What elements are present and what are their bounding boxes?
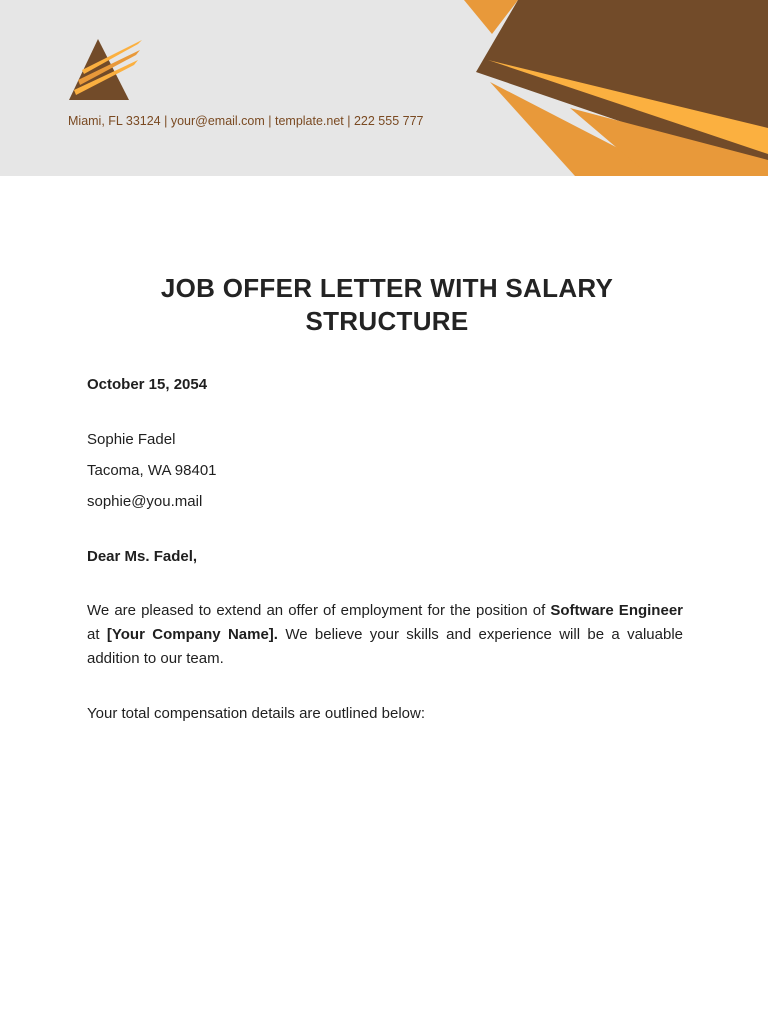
position-title: Software Engineer <box>550 602 683 619</box>
recipient-name: Sophie Fadel <box>87 431 176 448</box>
company-name: [Your Company Name]. <box>106 626 278 643</box>
recipient-email: sophie@you.mail <box>87 493 203 510</box>
intro-text-1: We are pleased to extend an offer of employment for the position of <box>87 602 551 619</box>
triangle-logo-icon <box>68 38 142 102</box>
letter-date: October 15, 2054 <box>87 376 208 393</box>
salutation: Dear Ms. Fadel, <box>87 548 198 565</box>
compensation-intro: Your total compensation details are outlined below: <box>87 705 425 722</box>
intro-paragraph <box>87 599 683 671</box>
document-title: JOB OFFER LETTER WITH SALARY STRUCTURE <box>160 273 614 336</box>
letterhead <box>0 0 768 176</box>
intro-text-2: at <box>87 626 107 643</box>
contact-line: Miami, FL 33124 | your@email.com | template.net | 222 555 777 <box>68 114 424 128</box>
intro-text-3: We believe your skills and experience will be a valuable addition to our team. <box>87 626 683 667</box>
recipient-city: Tacoma, WA 98401 <box>87 462 217 479</box>
